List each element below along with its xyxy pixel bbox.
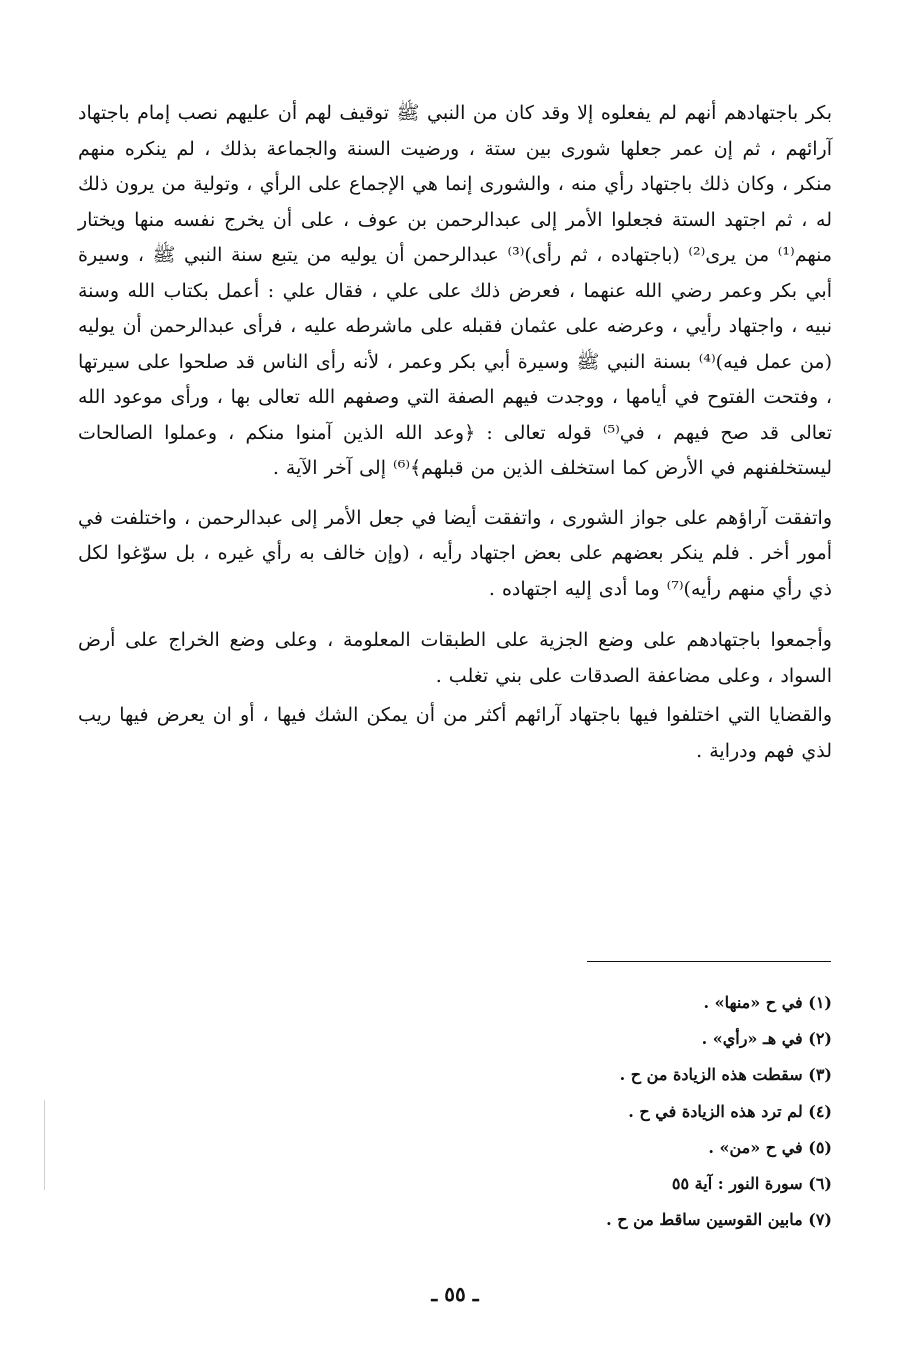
paragraph-4: والقضايا التي اختلفوا فيها باجتهاد آرائهم أكثر من أن يمكن الشك فيها ، أو ان يعرض فيها ريب لذي فهم ودراية .	[78, 704, 832, 762]
footnote-4: (٤) لم ترد هذه الزيادة في ح .	[628, 1101, 832, 1121]
paragraph-3: وأجمعوا باجتهادهم على وضع الجزية على الطبقات المعلومة ، وعلى وضع الخراج على أرض السواد ، وعلى مضاعفة الصدقات على بني تغلب .	[78, 629, 832, 687]
main-text	[78, 96, 832, 769]
footnote-7: (٧) مابين القوسين ساقط من ح .	[606, 1210, 832, 1230]
scan-edge-mark	[44, 1100, 45, 1190]
footnote-2: (٢) في هـ «رأي» .	[701, 1029, 832, 1049]
footnote-1: (١) في ح «منها» .	[703, 993, 832, 1012]
paragraph-2: واتفقت آراؤهم على جواز الشورى ، واتفقت أيضا في جعل الأمر إلى عبدالرحمن ، واختلفت في أمور أخر . فلم ينكر بعضهم على بعض اجتهاد رأيه ، (وإن خالف به رأي غيره ، بل سوّغوا لكل ذي رأي منهم رأيه)⁽⁷⁾ وما أدى إليه اجتهاده .	[78, 506, 832, 600]
footnotes-list	[420, 985, 832, 1238]
footnote-separator	[587, 961, 831, 962]
page-number: ـ ٥٥ ـ	[431, 1282, 479, 1306]
footnote-5: (٥) في ح «من» .	[708, 1137, 832, 1157]
paragraph-1: بكر باجتهادهم أنهم لم يفعلوه إلا وقد كان من النبي ﷺ توقيف لهم أن عليهم نصب إمام باجتهاد آرائهم ، ثم إن عمر جعلها شورى بين ستة ، ورضيت السنة والجماعة بذلك ، لم ينكره منهم منكر ، وكان ذلك باجتهاد رأي منه ، والشورى إنما هي الإجماع على الرأي ، وتولية من يرون ذلك له ، ثم اجتهد الستة فجعلوا الأمر إلى عبدالرحمن بن عوف ، على أن يخرج نفسه منها ويختار منهم⁽¹⁾ من يرى⁽²⁾ (باجتهاده ، ثم رأى)⁽³⁾ عبدالرحمن أن يوليه من يتبع سنة النبي ﷺ ، وسيرة أبي بكر وعمر رضي الله عنهما ، فعرض ذلك على علي ، فقال علي : أعمل بكتاب الله وسنة نبيه ، واجتهاد رأيي ، وعرضه على عثمان فقبله على ماشرطه عليه ، فرأى عبدالرحمن أن يوليه (من عمل فيه)⁽⁴⁾ بسنة النبي ﷺ وسيرة أبي بكر وعمر ، لأنه رأى الناس قد صلحوا على سيرتها ، وفتحت الفتوح في أيامها ، ووجدت فيهم الصفة التي وصفهم الله تعالى بها ، ورأى موعود الله تعالى قد صح فيهم ، في⁽⁵⁾ قوله تعالى : ﴿وعد الله الذين آمنوا منكم ، وعملوا الصالحات ليستخلفنهم في الأرض كما استخلف الذين من قبلهم﴾⁽⁶⁾ إلى آخر الآية .	[78, 102, 833, 479]
footnote-3: (٣) سقطت هذه الزيادة من ح .	[619, 1065, 832, 1085]
footnote-6: (٦) سورة النور : آية ٥٥	[671, 1174, 832, 1194]
